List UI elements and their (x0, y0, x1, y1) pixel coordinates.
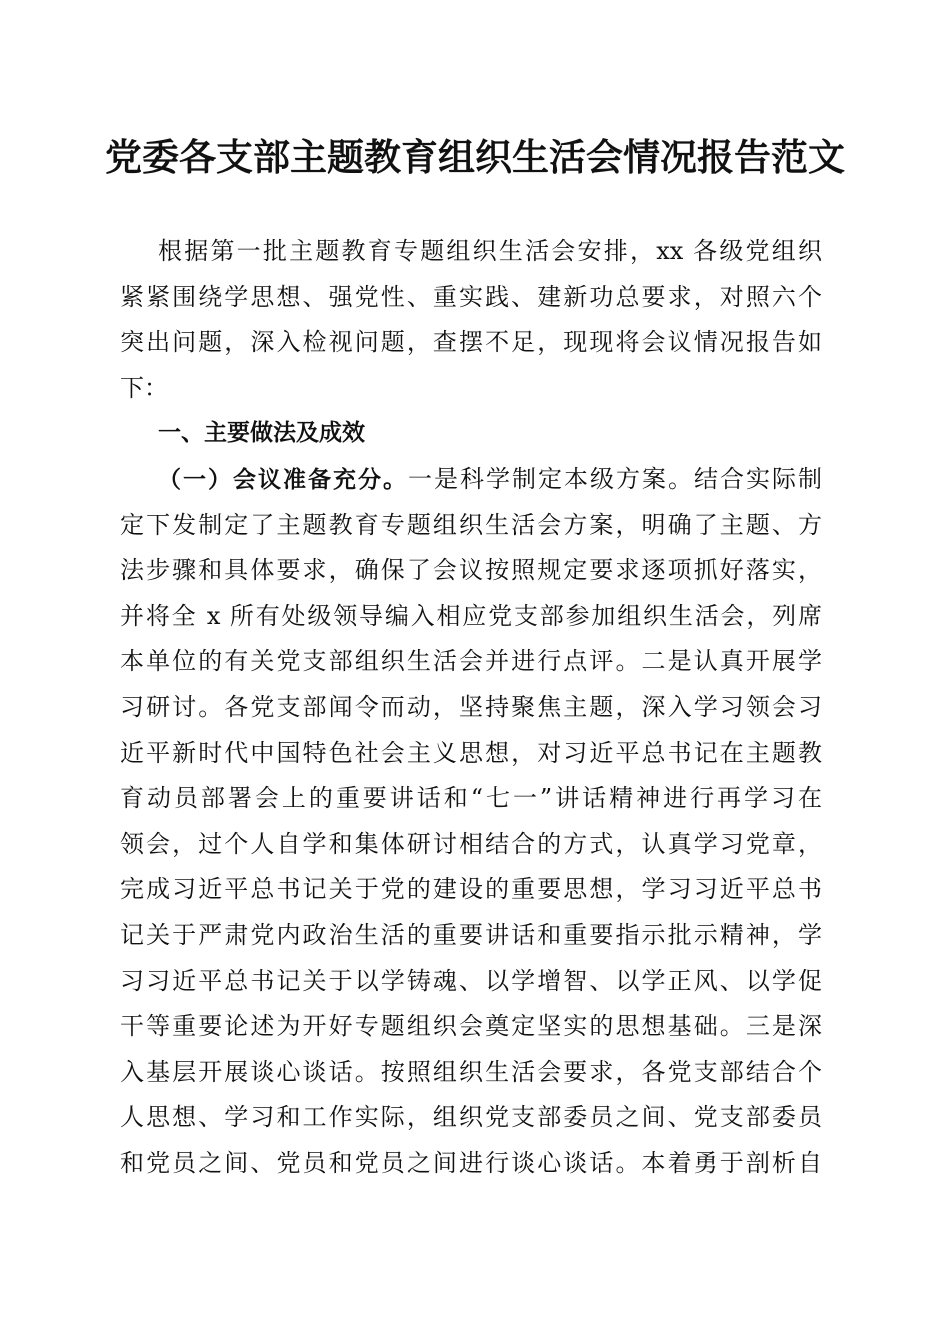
body-line: 法步骤和具体要求，确保了会议按照规定要求逐项抓好落实， (120, 556, 822, 585)
subsection-first-line (120, 457, 822, 503)
body-line: 和党员之间、党员和党员之间进行谈心谈话。本着勇于剖析自 (120, 1148, 822, 1177)
subsection-heading: （一）会议准备充分。 (158, 466, 408, 493)
body-line: 领会，过个人自学和集体研讨相结合的方式，认真学习党章， (120, 829, 822, 858)
intro-line: 紧紧围绕学思想、强党性、重实践、建新功总要求，对照六个 (120, 282, 822, 311)
body-line: 习研讨。各党支部闻令而动，坚持聚焦主题，深入学习领会习 (120, 692, 822, 721)
intro-line: 根据第一批主题教育专题组织生活会安排，xx 各级党组织 (158, 237, 822, 265)
document-body (120, 229, 822, 1186)
body-line: 记关于严肃党内政治生活的重要讲话和重要指示批示精神，学 (120, 920, 822, 949)
intro-line: 突出问题，深入检视问题，查摆不足，现现将会议情况报告如 (120, 328, 822, 357)
body-line: 本单位的有关党支部组织生活会并进行点评。二是认真开展学 (120, 647, 822, 676)
intro-line: 下： (120, 373, 168, 402)
body-line: 育动员部署会上的重要讲话和“七一”讲话精神进行再学习在 (120, 784, 822, 813)
body-line: 定下发制定了主题教育专题组织生活会方案，明确了主题、方 (120, 510, 822, 539)
body-line-text: 一是科学制定本级方案。结合实际制 (408, 464, 822, 493)
body-line: 习习近平总书记关于以学铸魂、以学增智、以学正风、以学促 (120, 966, 822, 995)
body-line: 入基层开展谈心谈话。按照组织生活会要求，各党支部结合个 (120, 1057, 822, 1086)
body-line: 完成习近平总书记关于党的建设的重要思想，学习习近平总书 (120, 875, 822, 904)
document-title: 党委各支部主题教育组织生活会情况报告范文 (105, 135, 845, 179)
section-heading: 一、主要做法及成效 (158, 420, 365, 447)
body-line: 并将全 x 所有处级领导编入相应党支部参加组织生活会，列席 (120, 601, 822, 630)
body-line: 干等重要论述为开好专题组织会奠定坚实的思想基础。三是深 (120, 1012, 822, 1041)
body-line: 人思想、学习和工作实际，组织党支部委员之间、党支部委员 (120, 1103, 822, 1132)
body-line: 近平新时代中国特色社会主义思想，对习近平总书记在主题教 (120, 738, 822, 767)
